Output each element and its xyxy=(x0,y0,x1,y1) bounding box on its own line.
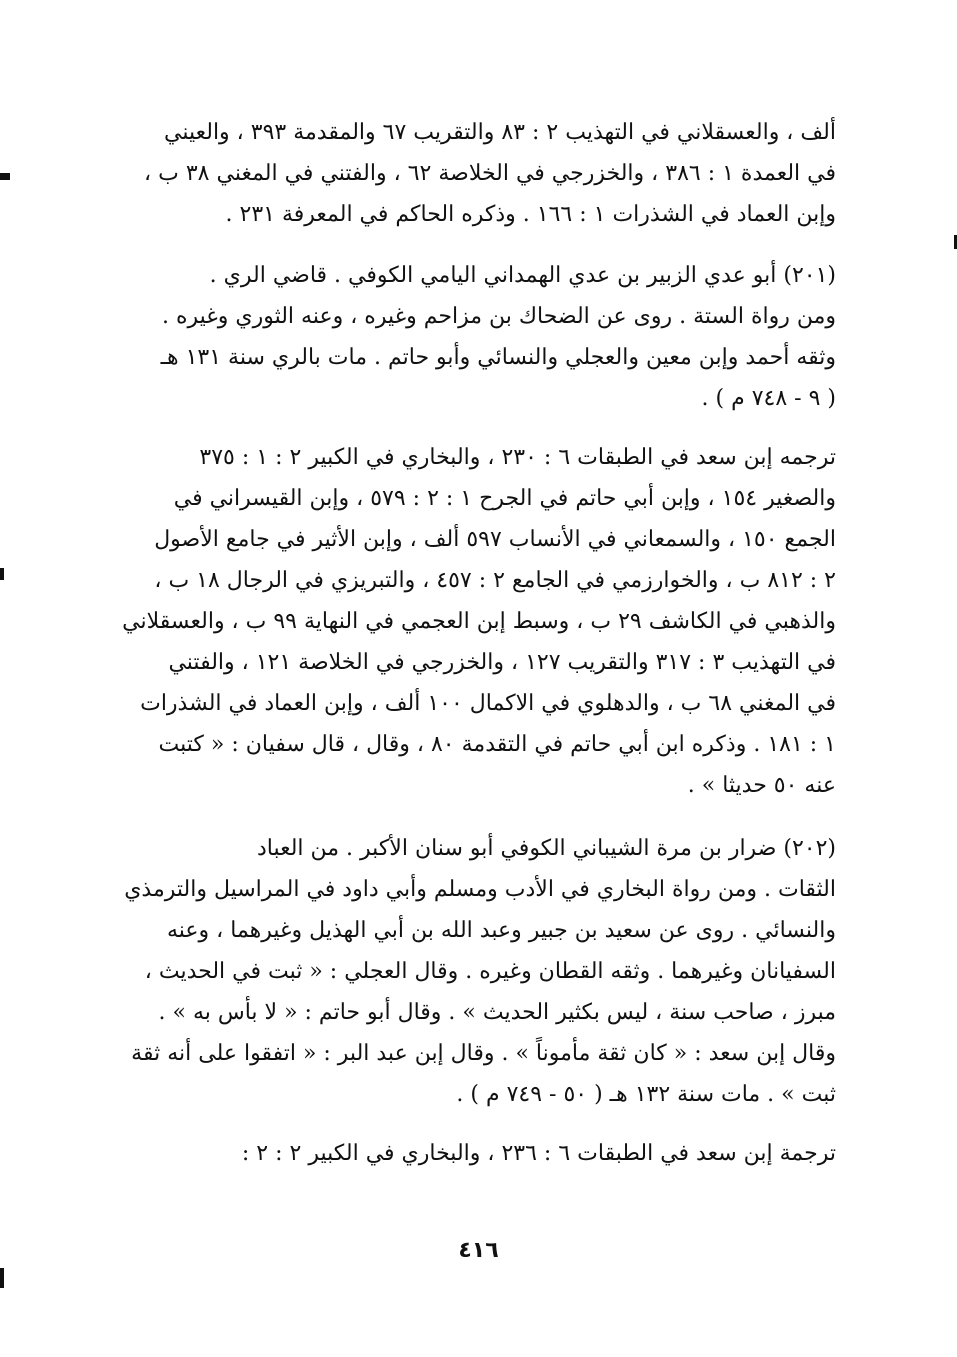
text-line: ترجمة إبن سعد في الطبقات ٦ : ٢٣٦ ، والبخاري في الكبير ٢ : ٢ : xyxy=(241,1141,836,1166)
text-line: مبرز ، صاحب سنة ، ليس بكثير الحديث » . وقال أبو حاتم : « لا بأس به » . xyxy=(158,1000,836,1025)
text-line: وقال إبن سعد : « كان ثقة مأموناً » . وقال إبن عبد البر : « اتفقوا على أنه ثقة xyxy=(131,1041,836,1066)
text-line: (٢٠١) أبو عدي الزبير بن عدي الهمداني اليامي الكوفي . قاضي الري . xyxy=(209,263,836,288)
reference-paragraph xyxy=(120,437,836,806)
reference-paragraph xyxy=(120,112,836,235)
text-line: ألف ، والعسقلاني في التهذيب ٢ : ٨٣ والتقريب ٦٧ والمقدمة ٣٩٣ ، والعيني xyxy=(164,120,836,145)
text-line: في العمدة ١ : ٣٨٦ ، والخزرجي في الخلاصة ٦٢ ، والفتني في المغني ٣٨ ب ، xyxy=(144,161,836,186)
text-line: ترجمه إبن سعد في الطبقات ٦ : ٢٣٠ ، والبخاري في الكبير ٢ : ١ : ٣٧٥ xyxy=(199,445,836,470)
text-line: عنه ٥٠ حديثا » . xyxy=(687,773,836,798)
text-line: والذهبي في الكاشف ٢٩ ب ، وسبط إبن العجمي في النهاية ٩٩ ب ، والعسقلاني xyxy=(122,609,836,634)
reference-paragraph xyxy=(120,1133,836,1174)
text-line: وإبن العماد في الشذرات ١ : ١٦٦ . وذكره الحاكم في المعرفة ٢٣١ . xyxy=(225,202,836,227)
text-line: ثبت » . مات سنة ١٣٢ هـ ( ٥٠ - ٧٤٩ م ) . xyxy=(456,1082,836,1107)
text-line: في التهذيب ٣ : ٣١٧ والتقريب ١٢٧ ، والخزرجي في الخلاصة ١٢١ ، والفتني xyxy=(168,650,836,675)
text-line: ومن رواة الستة . روى عن الضحاك بن مزاحم وغيره ، وعنه الثوري وغيره . xyxy=(161,304,836,329)
text-line: ١ : ١٨١ . وذكره ابن أبي حاتم في التقدمة ٨٠ ، وقال ، قال سفيان : « كتبت xyxy=(158,732,836,757)
text-line: ٢ : ٨١٢ ب ، والخوارزمي في الجامع ٢ : ٤٥٧ ، والتبريزي في الرجال ١٨ ب ، xyxy=(154,568,836,593)
text-line: ( ٩ - ٧٤٨ م ) . xyxy=(701,386,836,411)
text-line: الجمع ١٥٠ ، والسمعاني في الأنساب ٥٩٧ ألف ، وإبن الأثير في جامع الأصول xyxy=(154,527,836,552)
biography-entry-201 xyxy=(120,255,836,419)
text-line: وثقه أحمد وإبن معين والعجلي والنسائي وأبو حاتم . مات بالري سنة ١٣١ هـ xyxy=(160,345,836,370)
text-line: (٢٠٢) ضرار بن مرة الشيباني الكوفي أبو سنان الأكبر . من العباد xyxy=(256,836,836,861)
scan-edge-mark xyxy=(0,568,4,580)
text-line: والنسائي . روى عن سعيد بن جبير وعبد الله بن أبي الهذيل وغيرهما ، وعنه xyxy=(166,918,836,943)
page-number: ٤١٦ xyxy=(458,1238,499,1263)
text-line: السفيانان وغيرهما . وثقه القطان وغيره . وقال العجلي : « ثبت في الحديث ، xyxy=(144,959,836,984)
text-line: في المغني ٦٨ ب ، والدهلوي في الاكمال ١٠٠ ألف ، وإبن العماد في الشذرات xyxy=(140,691,836,716)
text-line: الثقات . ومن رواة البخاري في الأدب ومسلم وأبي داود في المراسيل والترمذي xyxy=(124,877,836,902)
biography-entry-202 xyxy=(120,828,836,1115)
text-line: والصغير ١٥٤ ، وإبن أبي حاتم في الجرح ١ : ٢ : ٥٧٩ ، وإبن القيسراني في xyxy=(173,486,836,511)
scan-edge-mark xyxy=(0,173,10,180)
scan-edge-mark xyxy=(0,1268,4,1288)
